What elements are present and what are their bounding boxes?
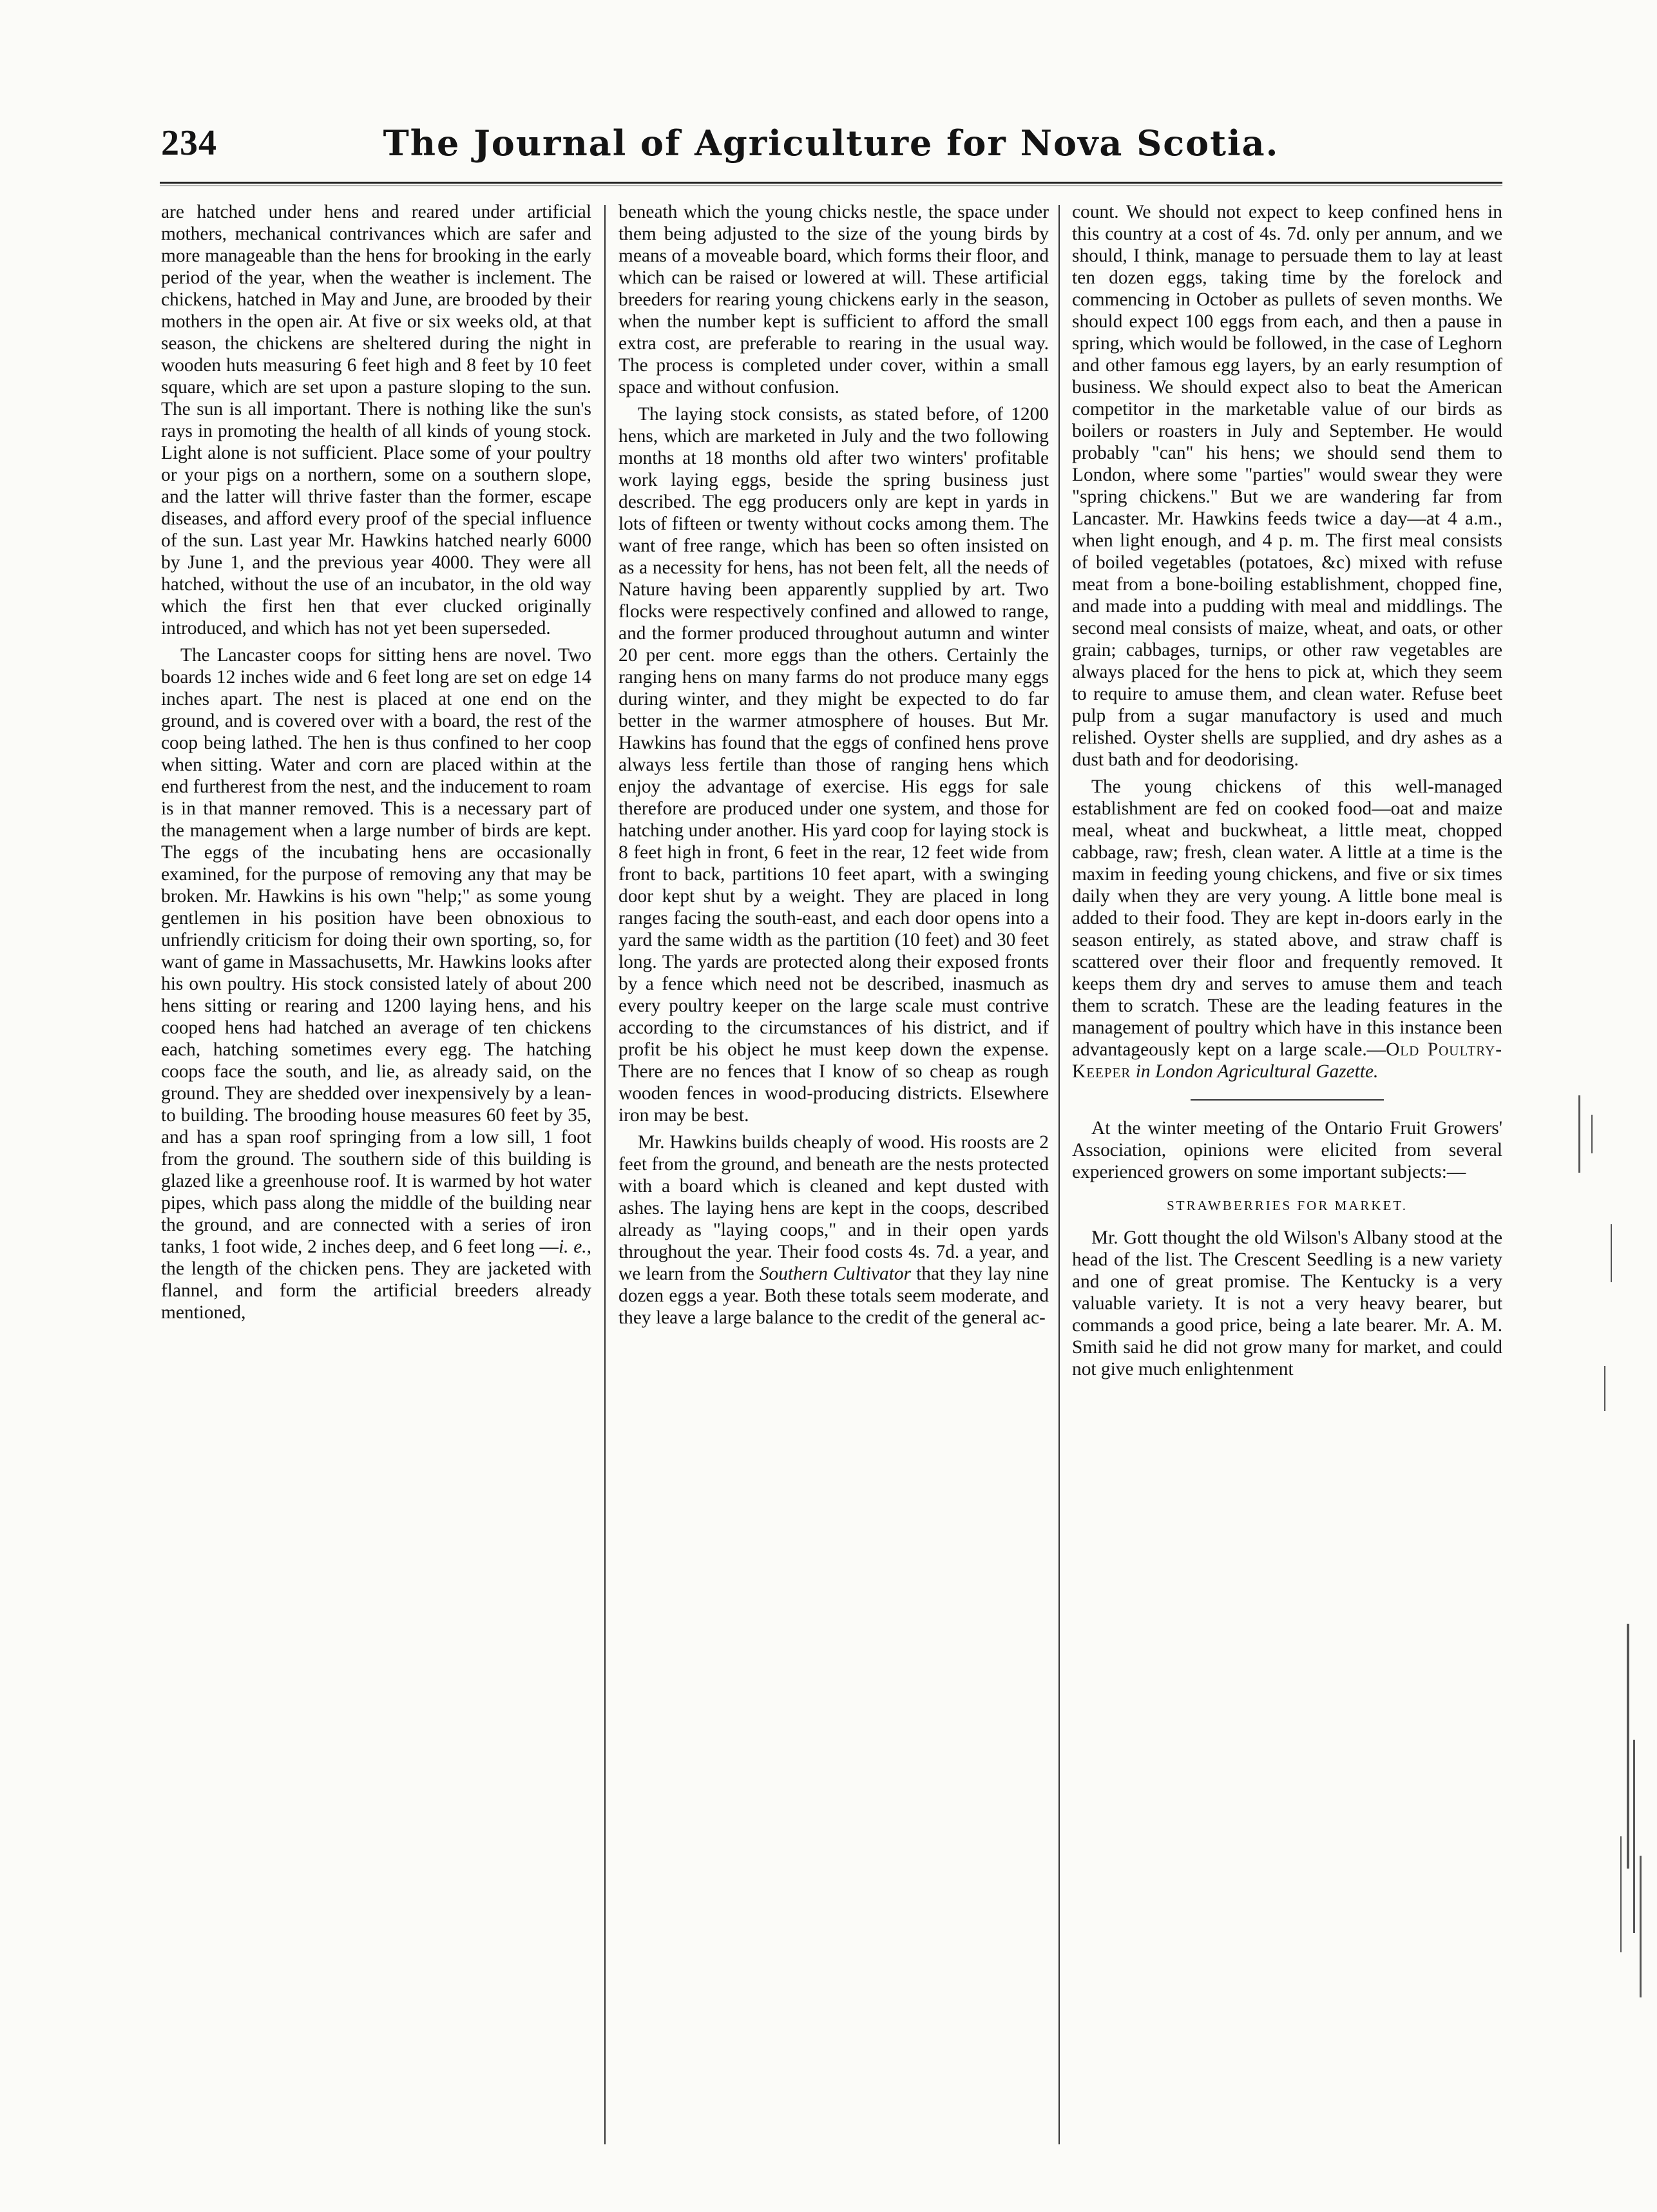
page-number: 234 bbox=[161, 123, 217, 163]
article-paragraph: are hatched under hens and reared under artificial mothers, mechanical contrivances which are safer and more manageable than the hens for brooking in the early period of the year, when the weather is inclement. The chickens, hatched in May and June, are brooded by their mothers in the open air. At five or six weeks old, at that season, the chickens are sheltered during the night in wooden huts measuring 6 feet high and 8 feet by 10 feet square, which are set upon a pasture sloping to the sun. The sun is all important. There is nothing like the sun's rays in promoting the health of all kinds of young stock. Light alone is not sufficient. Place some of your poultry or your pigs on a northern, some on a southern slope, and the latter will thrive faster than the former, escape diseases, and afford every proof of the special influence of the sun. Last year Mr. Hawkins hatched nearly 6000 by June 1, and the previous year 4000. They were all hatched, without the use of an incubator, in the old way which the first hen that ever clucked originally introduced, and which has not yet been superseded. bbox=[161, 202, 591, 639]
paragraph-text: Mr. Hawkins builds cheaply of wood. His roosts are 2 feet from the ground, and beneath are the nests protected with a board which is cleaned and kept dusted with ashes. The laying hens are kept in the coops, described already as "laying coops," and in their open yards throughout the year. Their food costs 4s. 7d. a year, and we learn from the bbox=[618, 1132, 1049, 1284]
article-paragraph bbox=[161, 644, 591, 1323]
column-3 bbox=[1072, 201, 1502, 2153]
paragraph-text: that they lay nine dozen eggs a year. Both these totals seem moderate, and they leave a large balance to the credit of the general ac- bbox=[618, 1264, 1049, 1328]
journal-title: The Journal of Agriculture for Nova Scotia. bbox=[383, 122, 1279, 164]
scan-edge-marks bbox=[1566, 1095, 1649, 2010]
column-1 bbox=[161, 201, 591, 2153]
article-paragraph: At the winter meeting of the Ontario Fruit Growers' Association, opinions were elicited from several experienced growers on some important subjects:— bbox=[1072, 1118, 1502, 1182]
paragraph-text: in bbox=[1131, 1061, 1155, 1082]
source-citation: London Agricultural Gazette. bbox=[1154, 1061, 1379, 1082]
article-paragraph: The laying stock consists, as stated before, of 1200 hens, which are marketed in July and the two following months at 18 months old after two winters' profitable work laying eggs, beside the spring business just described. The egg producers only are kept in yards in lots of fifteen or twenty without cocks among them. The want of free range, which has been so often insisted on as a necessity for hens, has not been felt, all the needs of Nature having been apparently supplied by art. Two flocks were respectively confined and allowed to range, and the former produced throughout autumn and winter 20 per cent. more eggs than the others. Certainly the ranging hens on many farms do not produce many eggs during winter, and they might be expected to do far better in the warmer atmosphere of houses. But Mr. Hawkins has found that the eggs of confined hens prove always less fertile than those of ranging hens which enjoy the advantage of exercise. His eggs for sale therefore are produced under one system, and those for hatching under another. His yard coop for laying stock is 8 feet high in front, 6 feet in the rear, 12 feet wide from front to back, partitions 10 feet apart, with a swinging door kept shut by a weight. They are placed in long ranges facing the south-east, and each door opens into a yard the same width as the partition (10 feet) and 30 feet long. The yards are protected along their exposed fronts by a fence which need not be described, inasmuch as every poultry keeper on the large scale must contrive according to the circumstances of his district, and if profit be his object he must keep down the expense. There are no fences that I know of so cheap as rough wooden fences in wood-producing districts. Elsewhere iron may be best. bbox=[618, 404, 1049, 1126]
author-signature: Old Poultry-Keeper bbox=[1072, 1039, 1502, 1082]
article-paragraph bbox=[1072, 776, 1502, 1082]
article-paragraph: Mr. Gott thought the old Wilson's Albany stood at the head of the list. The Crescent Seedling is a new variety and one of great promise. The Kentucky is a very valuable variety. It is not a very heavy bearer, but commands a good price, being a late bearer. Mr. A. M. Smith said he did not grow many for market, and could not give much enlightenment bbox=[1072, 1227, 1502, 1380]
publication-title: Southern Cultivator bbox=[759, 1264, 912, 1284]
column-divider bbox=[604, 205, 606, 2144]
section-heading: STRAWBERRIES FOR MARKET. bbox=[1167, 1198, 1408, 1213]
column-2 bbox=[618, 201, 1049, 2153]
article-paragraph bbox=[618, 1131, 1049, 1329]
header-rule bbox=[160, 182, 1502, 186]
paragraph-text: The Lancaster coops for sitting hens are novel. Two boards 12 inches wide and 6 feet long are set on edge 14 inches apart. The nest is placed at one end on the ground, and is covered over with a board, the rest of the coop being lathed. The hen is thus confined to her coop when sitting. Water and corn are placed within at the end furtherest from the nest, and the inducement to roam is in that manner removed. This is a necessary part of the management when a large number of birds are kept. The eggs of the incubating hens are occasionally examined, for the purpose of removing any that may be broken. Mr. Hawkins is his own "help;" as some young gentlemen in his position have been obnoxious to unfriendly criticism for doing their own sporting, so, for want of game in Massachusetts, Mr. Hawkins looks after his own poultry. His stock consisted lately of about 200 hens sitting or rearing and 1200 laying hens, and his cooped hens had hatched an average of ten chickens each, hatching sometimes every egg. The hatching coops face the south, and lie, as already said, on the ground. They are shedded over inexpensively by a lean-to building. The brooding house measures 60 feet by 35, and has a span roof springing from a low sill, 1 foot from the ground. The southern side of this building is glazed like a greenhouse roof. It is warmed by hot water pipes, which pass along the middle of the building near the ground, and are connected with a series of iron tanks, 1 foot wide, 2 inches deep, and 6 feet long — bbox=[161, 645, 591, 1257]
article-paragraph: count. We should not expect to keep confined hens in this country at a cost of 4s. 7d. only per annum, and we should, I think, manage to persuade them to lay at least ten dozen eggs, taking time by the forelock and commencing in October as pullets of seven months. We should expect 100 eggs from each, and then a pause in spring, which would be followed, in the case of Leghorn and other famous egg layers, by an early resumption of business. We should expect also to beat the American competitor in the marketable value of our birds as boilers or roasters in July and September. He would probably "can" his hens; we should send them to London, where some "parties" would swear they were "spring chickens." But we are wandering far from Lancaster. Mr. Hawkins feeds twice a day—at 4 a.m., when light enough, and 4 p. m. The first meal consists of boiled vegetables (potatoes, &c) mixed with refuse meat from a bone-boiling establishment, chopped fine, and made into a pudding with meal and middlings. The second meal consists of maize, wheat, and oats, or other grain; cabbages, turnips, or other raw vegetables are always placed for the hens to pick at, which they seem to require to amuse them, and clean water. Refuse beet pulp from a sugar manufactory is used and much relished. Oyster shells are supplied, and dry ashes as a dust bath and for deodorising. bbox=[1072, 202, 1502, 770]
italic-abbreviation: i. e., bbox=[558, 1236, 591, 1257]
paragraph-text: the length of the chicken pens. They are jacketed with flannel, and form the artificial breeders already mentioned, bbox=[161, 1258, 591, 1323]
section-separator bbox=[1191, 1099, 1384, 1101]
paragraph-text: The young chickens of this well-managed establishment are fed on cooked food—oat and maize meal, wheat and buckwheat, a little meat, chopped cabbage, raw; fresh, clean water. A little at a time is the maxim in feeding young chickens, and five or six times daily when they are very young. A little bone meal is added to their food. They are kept in-doors early in the season entirely, as stated above, and straw chaff is scattered over their floor and frequently removed. It keeps them dry and serves to amuse them and teach them to scratch. These are the leading features in the management of poultry which have in this instance been advantageously kept on a large scale.— bbox=[1072, 776, 1502, 1060]
column-divider bbox=[1058, 205, 1060, 2144]
article-paragraph: beneath which the young chicks nestle, the space under them being adjusted to the size of the young birds by means of a moveable board, which forms their floor, and which can be raised or lowered at will. These artificial breeders for rearing young chickens early in the season, when the number kept is sufficient to afford the small extra cost, are preferable to rearing in the usual way. The process is completed under cover, within a small space and without confusion. bbox=[618, 202, 1049, 398]
running-head bbox=[161, 122, 1501, 180]
